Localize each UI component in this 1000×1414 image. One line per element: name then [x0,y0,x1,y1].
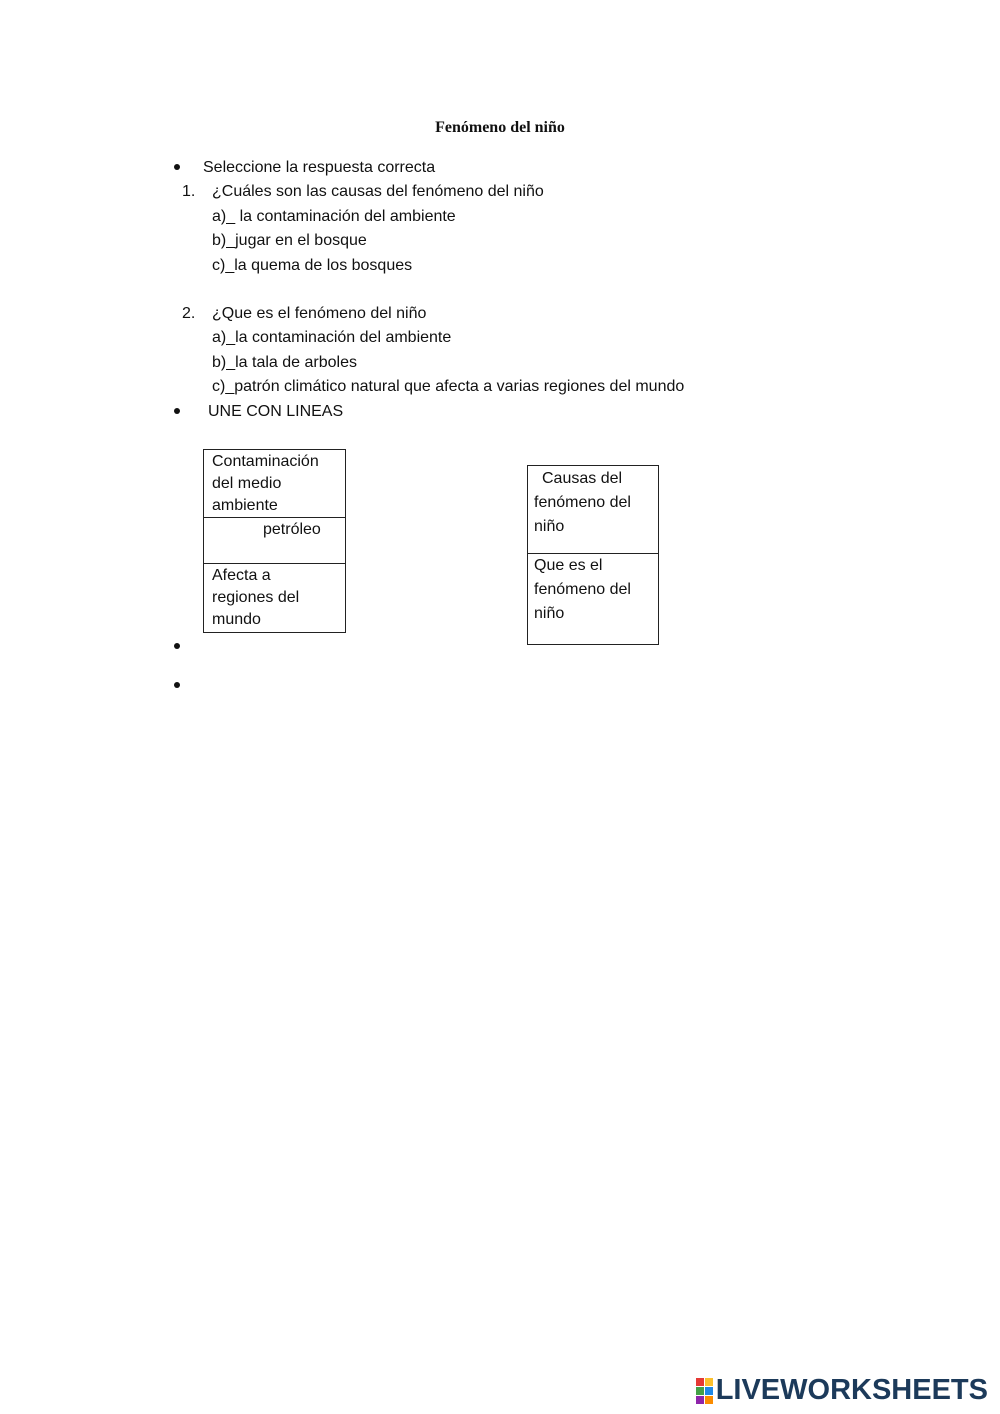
logo-square [705,1396,713,1404]
question-1-option-c[interactable]: c)_la quema de los bosques [212,257,413,274]
question-number: 2. [182,305,196,322]
question-2-text: ¿Que es el fenómeno del niño [212,305,427,322]
watermark-text: LIVEWORKSHEETS [715,1374,988,1406]
bullet-marker [174,682,180,688]
question-2-option-b[interactable]: b)_la tala de arboles [212,354,357,371]
bullet-marker [174,408,180,414]
question-1-text: ¿Cuáles son las causas del fenómeno del niño [212,183,544,200]
logo-square [705,1387,713,1395]
match-target-que-es[interactable]: Que es el fenómeno del niño [534,557,631,622]
match-item-afecta[interactable]: Afecta a regiones del mundo [212,567,300,628]
question-1-option-a[interactable]: a)_ la contaminación del ambiente [212,208,456,225]
logo-square [696,1396,704,1404]
logo-square [696,1378,704,1386]
liveworksheets-logo [696,1374,988,1407]
question-1-option-b[interactable]: b)_jugar en el bosque [212,232,367,249]
page-title: Fenómeno del niño [435,119,565,136]
question-2-option-a[interactable]: a)_la contaminación del ambiente [212,329,452,346]
right-match-column [527,465,659,645]
divider [204,563,345,564]
logo-square [705,1378,713,1386]
match-target-causas[interactable]: Causas del fenómeno del niño [534,470,631,535]
bullet-marker [174,643,180,649]
section1-instruction: Seleccione la respuesta correcta [203,159,436,176]
logo-square [696,1387,704,1395]
bullet-marker [174,164,180,170]
match-item-contaminacion[interactable]: Contaminación del medio ambiente [212,453,319,514]
liveworksheets-logo-icon [696,1378,713,1404]
divider [204,517,345,518]
question-2-option-c[interactable]: c)_patrón climático natural que afecta a varias regiones del mundo [212,378,685,395]
left-match-column [203,449,346,633]
match-item-petroleo[interactable]: petróleo [263,521,321,538]
section2-instruction: UNE CON LINEAS [208,403,344,420]
question-number: 1. [182,183,196,200]
